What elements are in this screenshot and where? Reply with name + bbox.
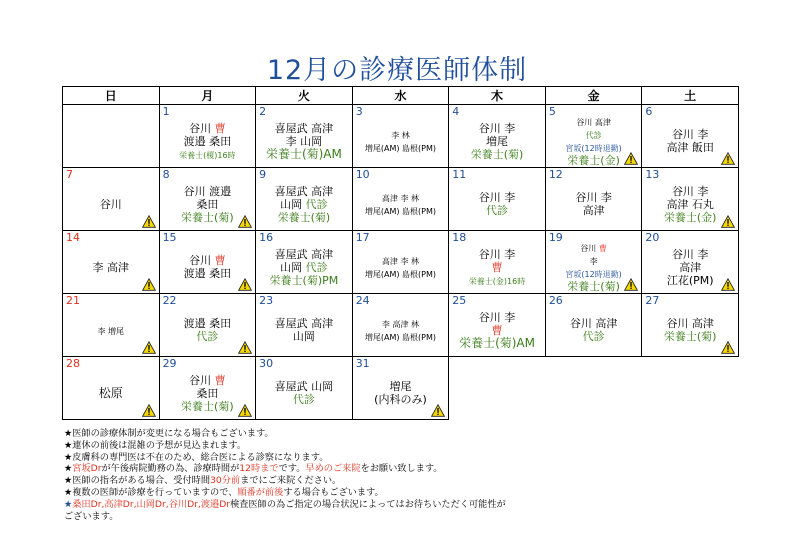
- schedule-text: 桑田: [196, 386, 219, 400]
- schedule-text: 渡邉 桑田: [183, 317, 232, 330]
- schedule-text: 曹: [598, 244, 607, 253]
- schedule-line: [280, 261, 328, 274]
- weekday-header-5: 金: [545, 87, 642, 105]
- date-number: 28: [66, 357, 80, 370]
- date-number: 29: [162, 357, 177, 370]
- note-text: 桑田Dr,高津Dr,山岡Dr,谷川Dr,渡邉Dr: [72, 498, 231, 510]
- note-text: ★複数の医師が診療を行っていますので、: [64, 486, 238, 498]
- note-text: ★連休の前後は混雑の予想が見込まれます。: [64, 439, 247, 451]
- date-number: 25: [452, 294, 467, 307]
- schedule-text: 栄養士(金): [663, 210, 717, 224]
- schedule-text: 谷川: [580, 244, 599, 253]
- schedule-line: [391, 128, 410, 141]
- schedule-text: 山岡: [280, 260, 306, 274]
- schedule-line: [382, 254, 419, 267]
- warning-icon: [721, 341, 735, 354]
- schedule-line: [672, 128, 709, 141]
- schedule-line: [365, 330, 436, 343]
- day-cell: [256, 105, 353, 168]
- schedule-line: [382, 191, 419, 204]
- doctor-list: [449, 119, 545, 163]
- note-text: までにご来院ください。: [240, 475, 342, 487]
- schedule-line: [93, 261, 130, 274]
- week-row: [63, 105, 739, 168]
- schedule-text: 増尾(AM) 島根(PM): [364, 144, 437, 153]
- warning-icon: [721, 152, 735, 165]
- warning-icon: [624, 278, 638, 291]
- note-text: をお願い致します。: [360, 463, 443, 475]
- schedule-text: 松原: [98, 385, 123, 400]
- schedule-line: [565, 141, 621, 154]
- schedule-text: 谷川 高津: [666, 317, 714, 330]
- date-number: 23: [259, 294, 274, 307]
- schedule-line: [293, 393, 315, 406]
- schedule-line: [459, 337, 535, 350]
- schedule-text: 高津: [679, 260, 702, 274]
- doctor-list: [546, 182, 642, 226]
- empty-cell: [642, 357, 739, 420]
- schedule-line: [189, 374, 226, 387]
- schedule-line: [575, 191, 612, 204]
- schedule-text: 高津 李 林: [381, 257, 420, 266]
- warning-icon: [142, 215, 156, 228]
- schedule-line: [365, 267, 436, 280]
- schedule-text: 高津 石丸: [666, 197, 714, 211]
- note-text: 宮坂Dr: [72, 463, 102, 475]
- schedule-text: 栄養士(菊): [181, 210, 234, 224]
- date-number: 27: [645, 294, 660, 307]
- schedule-text: 栄養士(菊): [567, 280, 620, 293]
- note-text: ★医師の指名がある場合、受付時間: [64, 475, 211, 487]
- day-cell: [256, 357, 353, 420]
- date-number: 10: [355, 168, 370, 181]
- schedule-text: 谷川 李: [478, 247, 516, 261]
- schedule-text: 代診: [305, 260, 328, 274]
- day-cell: [449, 231, 546, 294]
- note-text: ★皮膚科の専門医は不在のため、総合医による診察になります。: [64, 451, 329, 463]
- schedule-line: [590, 254, 598, 267]
- schedule-text: 増尾(AM) 島根(PM): [364, 207, 437, 216]
- day-cell: [449, 105, 546, 168]
- schedule-text: 増尾: [486, 134, 509, 148]
- day-cell: [545, 105, 642, 168]
- schedule-text: 代診: [486, 204, 509, 217]
- schedule-line: [479, 191, 516, 204]
- schedule-text: 谷川 李: [478, 191, 516, 204]
- notes-section: [64, 428, 744, 522]
- note-line: [64, 475, 744, 487]
- date-number: 1: [162, 105, 170, 118]
- schedule-line: [179, 148, 235, 161]
- note-line: [64, 452, 744, 464]
- day-cell: [63, 231, 160, 294]
- schedule-text: 山岡: [292, 330, 315, 343]
- empty-cell: [449, 357, 546, 420]
- weekday-header-row: [63, 87, 739, 105]
- day-cell: [352, 294, 449, 357]
- schedule-line: [189, 122, 226, 135]
- date-number: 12: [548, 168, 563, 181]
- doctor-list: [256, 119, 352, 163]
- schedule-line: [666, 141, 714, 154]
- date-number: 5: [548, 105, 556, 118]
- schedule-text: 谷川 李: [575, 191, 612, 204]
- warning-icon: [238, 278, 252, 291]
- schedule-text: 山岡: [280, 197, 306, 211]
- day-cell: [256, 294, 353, 357]
- schedule-line: [181, 211, 234, 224]
- note-text: ございます。: [64, 510, 119, 522]
- schedule-line: [293, 330, 315, 343]
- schedule-line: [479, 311, 516, 324]
- day-cell: [159, 294, 256, 357]
- date-number: 8: [162, 168, 170, 181]
- date-number: 9: [259, 168, 267, 181]
- schedule-text: 曹: [214, 373, 226, 387]
- day-cell: [159, 357, 256, 420]
- day-cell: [352, 168, 449, 231]
- schedule-line: [486, 204, 508, 217]
- day-cell: [256, 168, 353, 231]
- doctor-list: [353, 119, 449, 163]
- schedule-text: 谷川: [189, 254, 215, 267]
- note-text: 12時まで: [239, 463, 279, 475]
- schedule-line: [275, 185, 334, 198]
- schedule-line: [365, 204, 436, 217]
- weekday-header-2: 火: [256, 87, 353, 105]
- schedule-line: [275, 380, 334, 393]
- schedule-line: [471, 148, 524, 161]
- schedule-text: 渡邉 桑田: [183, 134, 232, 148]
- schedule-line: [278, 211, 331, 224]
- schedule-text: 谷川 高津: [569, 317, 618, 330]
- schedule-text: 代診: [292, 393, 315, 406]
- note-text: ★: [64, 498, 73, 510]
- schedule-line: [184, 267, 232, 280]
- schedule-text: 李 増尾: [97, 326, 125, 336]
- schedule-line: [570, 317, 618, 330]
- day-cell: [642, 231, 739, 294]
- date-number: 19: [548, 231, 563, 244]
- schedule-line: [583, 204, 605, 217]
- week-row: [63, 231, 739, 294]
- warning-icon: [238, 341, 252, 354]
- schedule-text: 喜屋武 山岡: [274, 380, 334, 393]
- note-text: 30分前: [210, 475, 241, 487]
- doctor-list: [449, 182, 545, 226]
- date-number: 24: [355, 294, 370, 307]
- schedule-line: [664, 211, 717, 224]
- doctor-list: [353, 182, 449, 226]
- calendar-body: [63, 105, 739, 420]
- warning-icon: [238, 215, 252, 228]
- schedule-text: 曹: [214, 254, 226, 267]
- schedule-line: [479, 248, 516, 261]
- schedule-text: 栄養士(菊)AM: [459, 335, 535, 350]
- doctor-list: [160, 119, 256, 163]
- date-number: 21: [66, 294, 80, 307]
- schedule-text: 李 高津: [92, 260, 130, 274]
- schedule-text: 栄養士(菊)PM: [269, 273, 339, 287]
- page-title: 12月の診療医師体制: [266, 55, 528, 86]
- note-line: [64, 463, 744, 475]
- day-cell: [545, 168, 642, 231]
- schedule-line: [184, 317, 232, 330]
- schedule-line: [580, 241, 607, 254]
- note-line: [64, 499, 744, 511]
- schedule-line: [374, 393, 427, 406]
- doctor-list: [256, 182, 352, 226]
- schedule-text: 高津 飯田: [666, 141, 714, 154]
- schedule-text: 高津: [582, 204, 605, 217]
- schedule-line: [479, 122, 516, 135]
- note-text: 検査医師の為ご指定の場合状況によってはお待ちいただく可能性が: [230, 498, 506, 510]
- schedule-text: 江花(PM): [666, 273, 714, 287]
- schedule-text: 代診: [305, 197, 328, 211]
- schedule-text: 栄養士(菊): [663, 330, 717, 343]
- note-line: [64, 428, 744, 440]
- day-cell: [642, 105, 739, 168]
- date-number: 15: [162, 231, 177, 244]
- schedule-line: [189, 254, 226, 267]
- date-number: 6: [645, 105, 653, 118]
- calendar-table: [62, 86, 739, 420]
- schedule-text: 谷川 李: [671, 128, 709, 141]
- note-line: [64, 487, 744, 499]
- doctor-list: [63, 119, 159, 163]
- week-row: [63, 294, 739, 357]
- schedule-line: [664, 330, 717, 343]
- date-number: 11: [452, 168, 467, 181]
- schedule-line: [382, 317, 419, 330]
- day-cell: [159, 168, 256, 231]
- empty-cell: [545, 357, 642, 420]
- day-cell: [642, 168, 739, 231]
- week-row: [63, 357, 739, 420]
- schedule-text: 代診: [582, 330, 605, 343]
- schedule-text: 増尾(AM) 島根(PM): [364, 333, 437, 342]
- warning-icon: [624, 152, 638, 165]
- schedule-line: [565, 267, 621, 280]
- schedule-line: [667, 274, 714, 287]
- date-number: 22: [162, 294, 177, 307]
- doctor-list: [449, 245, 545, 289]
- warning-icon: [238, 404, 252, 417]
- schedule-line: [486, 135, 508, 148]
- warning-icon: [142, 404, 156, 417]
- schedule-line: [389, 380, 411, 393]
- schedule-line: [196, 330, 218, 343]
- day-cell: [159, 231, 256, 294]
- schedule-line: [275, 248, 334, 261]
- schedule-text: 代診: [585, 131, 602, 140]
- note-text: です。: [278, 463, 306, 475]
- day-cell: [256, 231, 353, 294]
- schedule-text: 代診: [196, 330, 219, 343]
- schedule-text: 栄養士(金)16時: [468, 276, 526, 286]
- warning-icon: [721, 215, 735, 228]
- schedule-line: [196, 387, 218, 400]
- weekday-header-4: 木: [449, 87, 546, 105]
- day-cell: [352, 105, 449, 168]
- schedule-line: [196, 198, 218, 211]
- schedule-text: 谷川 渡邉: [183, 184, 232, 198]
- day-cell: [63, 357, 160, 420]
- doctor-list: [449, 308, 545, 352]
- schedule-text: 増尾(AM) 島根(PM): [364, 270, 437, 279]
- day-cell: [63, 105, 160, 168]
- schedule-text: 栄養士(金): [567, 154, 620, 167]
- schedule-line: [181, 400, 234, 413]
- weekday-header-0: 日: [63, 87, 160, 105]
- schedule-text: 谷川: [99, 197, 122, 211]
- schedule-line: [492, 261, 503, 274]
- weekday-header-6: 土: [642, 87, 739, 105]
- schedule-text: 喜屋武 高津: [274, 121, 334, 135]
- date-number: 2: [259, 105, 267, 118]
- schedule-line: [270, 274, 339, 287]
- schedule-text: 李 山岡: [285, 134, 323, 148]
- schedule-text: 曹: [214, 121, 226, 135]
- date-number: 3: [355, 105, 363, 118]
- weekday-header-1: 月: [159, 87, 256, 105]
- schedule-text: 栄養士(榎)16時: [179, 150, 236, 160]
- date-number: 26: [548, 294, 563, 307]
- schedule-line: [679, 261, 701, 274]
- schedule-text: 喜屋武 高津: [274, 317, 334, 330]
- doctor-list: [353, 245, 449, 289]
- note-text: する場合もございます。: [283, 486, 384, 498]
- day-cell: [352, 231, 449, 294]
- date-number: 17: [355, 231, 370, 244]
- day-cell: [545, 294, 642, 357]
- schedule-line: [275, 317, 334, 330]
- schedule-line: [280, 198, 328, 211]
- schedule-text: 李 林: [391, 131, 410, 140]
- date-number: 18: [452, 231, 467, 244]
- schedule-text: 谷川 李: [478, 310, 516, 324]
- warning-icon: [431, 404, 445, 417]
- schedule-text: 李: [589, 257, 598, 266]
- schedule-text: 渡邉 桑田: [183, 267, 232, 280]
- schedule-line: [666, 317, 714, 330]
- schedule-text: 喜屋武 高津: [274, 247, 334, 261]
- schedule-line: [365, 141, 436, 154]
- doctor-list: [256, 245, 352, 289]
- doctor-list: [256, 308, 352, 352]
- schedule-text: 曹: [491, 323, 503, 337]
- schedule-line: [266, 148, 342, 161]
- schedule-text: (内科のみ): [374, 393, 427, 406]
- schedule-text: 栄養士(菊): [181, 399, 234, 413]
- date-number: 13: [645, 168, 660, 181]
- date-number: 4: [452, 105, 460, 118]
- schedule-text: 谷川 李: [478, 121, 516, 135]
- schedule-line: [99, 387, 123, 400]
- day-cell: [352, 357, 449, 420]
- schedule-line: [583, 330, 605, 343]
- schedule-line: [98, 324, 125, 337]
- date-number: 31: [355, 357, 370, 370]
- schedule-text: 宮坂(12時退勤): [565, 144, 622, 153]
- day-cell: [159, 105, 256, 168]
- schedule-text: 栄養士(菊): [277, 210, 331, 224]
- schedule-line: [672, 248, 709, 261]
- schedule-line: [567, 280, 620, 293]
- note-text: 順番が前後: [237, 486, 284, 498]
- schedule-line: [100, 198, 122, 211]
- schedule-text: 谷川 李: [671, 184, 709, 198]
- doctor-list: [546, 308, 642, 352]
- warning-icon: [721, 278, 735, 291]
- note-line: [64, 511, 744, 523]
- schedule-text: 谷川 高津: [576, 118, 611, 127]
- schedule-text: 谷川: [189, 121, 215, 135]
- schedule-line: [666, 198, 714, 211]
- week-row: [63, 168, 739, 231]
- schedule-text: 谷川: [189, 373, 215, 387]
- date-number: 30: [259, 357, 274, 370]
- day-cell: [449, 168, 546, 231]
- note-text: が午後病院勤務の為、診療時間が: [101, 463, 240, 475]
- schedule-text: 栄養士(菊): [470, 147, 524, 161]
- warning-icon: [142, 278, 156, 291]
- schedule-text: 曹: [491, 260, 503, 274]
- weekday-header-3: 水: [352, 87, 449, 105]
- schedule-text: 宮坂(12時退勤): [565, 270, 622, 279]
- schedule-line: [184, 135, 232, 148]
- schedule-line: [469, 274, 525, 287]
- schedule-line: [275, 122, 334, 135]
- schedule-line: [184, 185, 232, 198]
- schedule-text: 喜屋武 高津: [274, 184, 334, 198]
- date-number: 20: [645, 231, 660, 244]
- schedule-line: [672, 185, 709, 198]
- doctor-list: [353, 308, 449, 352]
- date-number: 14: [66, 231, 80, 244]
- note-text: 早めのご来院: [305, 463, 361, 475]
- warning-icon: [142, 341, 156, 354]
- note-text: ★医師の診療体制が変更になる場合もございます。: [64, 428, 274, 439]
- schedule-text: 李 高津 林: [381, 320, 420, 329]
- day-cell: [449, 294, 546, 357]
- note-line: [64, 440, 744, 452]
- doctor-list: [256, 371, 352, 415]
- schedule-line: [567, 154, 620, 167]
- day-cell: [545, 231, 642, 294]
- note-text: ★: [64, 463, 73, 475]
- day-cell: [63, 168, 160, 231]
- day-cell: [642, 294, 739, 357]
- schedule-text: 谷川 李: [671, 247, 709, 261]
- schedule-line: [586, 128, 602, 141]
- date-number: 16: [259, 231, 274, 244]
- schedule-text: 高津 李 林: [381, 194, 420, 203]
- schedule-text: 桑田: [196, 197, 219, 211]
- schedule-text: 増尾: [389, 380, 412, 393]
- schedule-text: 栄養士(菊)AM: [265, 146, 342, 161]
- day-cell: [63, 294, 160, 357]
- date-number: 7: [66, 168, 73, 181]
- schedule-line: [576, 115, 611, 128]
